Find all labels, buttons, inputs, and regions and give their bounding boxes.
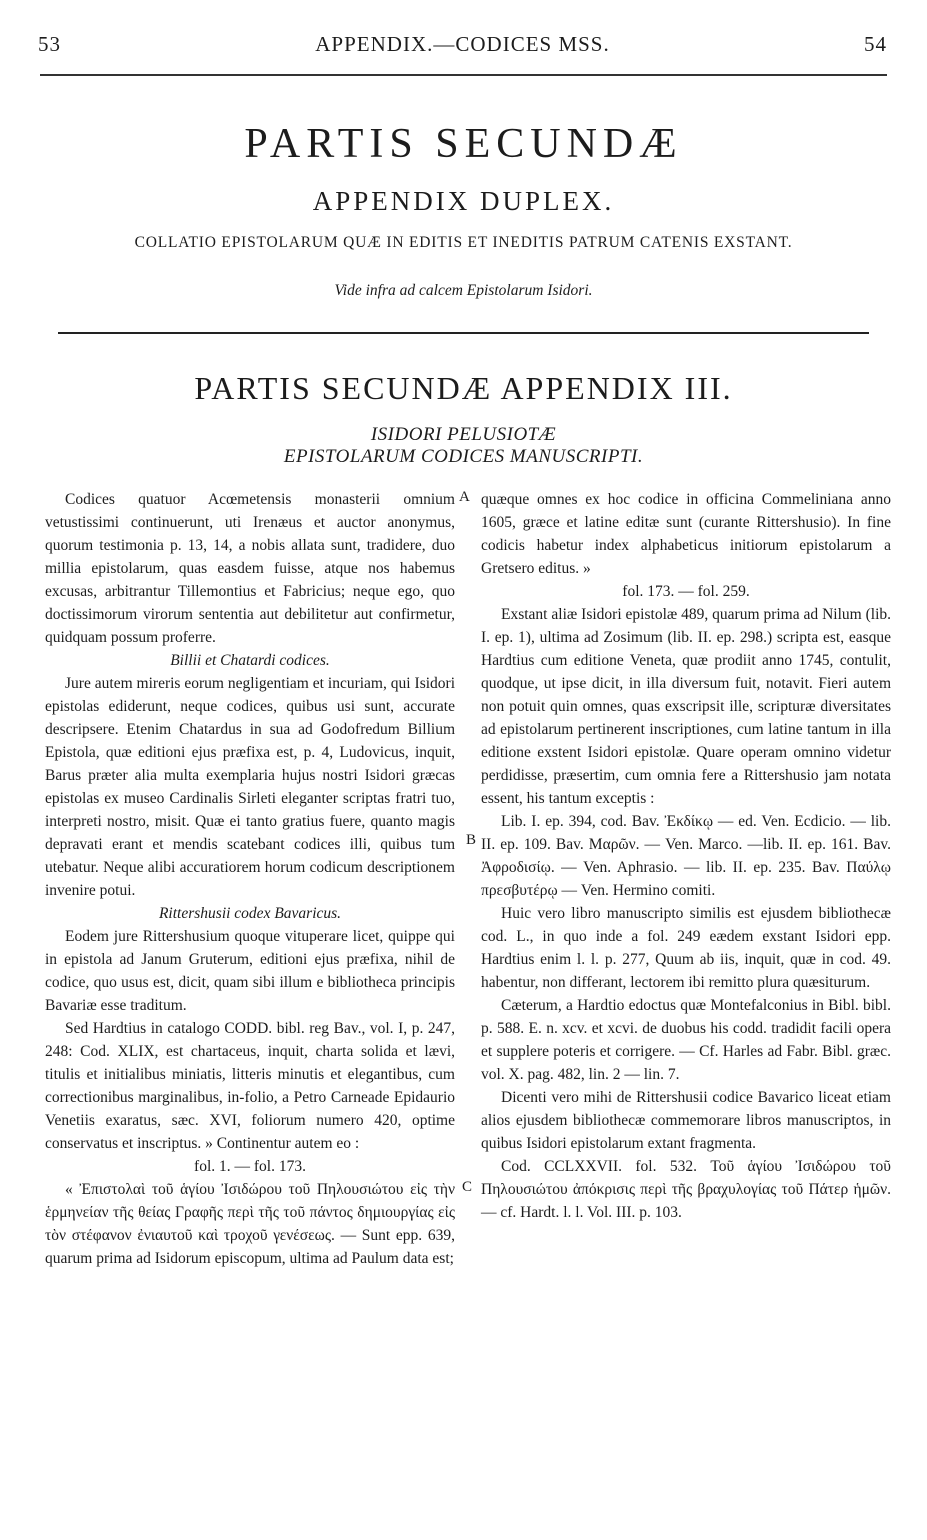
running-header xyxy=(38,32,887,62)
left-subheading-2: Rittershusii codex Bavaricus. xyxy=(158,905,342,922)
title-appendix-duplex: APPENDIX DUPLEX. xyxy=(312,186,615,216)
section-rule xyxy=(58,332,869,334)
page-number-left: 53 xyxy=(38,32,61,56)
left-paragraph-3: Eodem jure Rittershusium quoque vituperare licet, quippe qui in epistola ad Janum Gruterum, editioni ejus præfixa, nihil de codice, quo usus est, dicit, quam sibi illum e bibliotheca principis Bavariæ esse traditum. xyxy=(45,928,455,1014)
right-paragraph-4: Huic vero libro manuscripto similis est ejusdem bibliothecæ cod. L., in quo inde a fol. 249 eædem exstant Isidori epp. Hardtius enim l. l. p. 277, Quum ab iis, inquit, quæ in cod. 49. habentur, non differant, lectorem ibi remitto plura quæsiturum. xyxy=(481,905,891,991)
header-rule xyxy=(40,74,887,76)
margin-letter-a: A xyxy=(459,489,470,505)
left-column xyxy=(45,488,455,1270)
right-paragraph-6: Dicenti vero mihi de Rittershusii codice Bavarico liceat etiam alios ejusdem bibliothecæ commemorare libros manuscriptos, in quibus Isidori epistolarum extant fragmenta. xyxy=(481,1089,891,1152)
page-number-right: 54 xyxy=(864,32,887,56)
vide-note: Vide infra ad calcem Epistolarum Isidori. xyxy=(334,282,593,299)
left-folio-range: fol. 1. — fol. 173. xyxy=(194,1158,306,1175)
left-subheading-1: Billii et Chatardi codices. xyxy=(170,652,330,669)
margin-letter-b: B xyxy=(466,832,477,848)
margin-letter-c: C xyxy=(462,1179,473,1195)
left-paragraph-1: Codices quatuor Acœmetensis monasterii omnium vetustissimi continuerunt, uti Irenæus et auctor anonymus, quorum testimonia p. 13, 14, a nobis allata sunt, tradidere, duo millia epistolarum, quas easdem fuisse, atque nos habemus excusas, arbitrantur Tillemontius et Fabricius; neque ego, quo doctissimorum virorum sententia aut debilitetur aut confirmetur, quidquam possum proferre. xyxy=(45,491,455,646)
title-appendix-iii: PARTIS SECUNDÆ APPENDIX III. xyxy=(194,370,733,406)
left-paragraph-4: Sed Hardtius in catalogo CODD. bibl. reg Bav., vol. I, p. 247, 248: Cod. XLIX, est chartaceus, inquit, charta solida et lævi, titulis et initialibus miniatis, litteris minutis et elegantibus, cum correctionibus marginalibus, in-folio, a Petro Carneade Epidaurio Venetiis exaratus, sæc. XVI, foliorum numero 420, optime conservatus et inscriptus. » Continentur autem eo : xyxy=(45,1020,455,1152)
title-collatio: COLLATIO EPISTOLARUM QUÆ IN EDITIS ET INEDITIS PATRUM CATENIS EXSTANT. xyxy=(134,234,793,251)
right-paragraph-5: Cæterum, a Hardtio edoctus quæ Montefalconius in Bibl. bibl. p. 588. E. n. xcv. et xcvi. de duobus his codd. tradidit facili opera et supplere poteris et corrigere. — Cf. Harles ad Fabr. Bibl. græc. vol. X. pag. 482, lin. 2 — lin. 7. xyxy=(481,997,891,1083)
right-paragraph-7: Cod. CCLXXVII. fol. 532. Τοῦ ἁγίου Ἰσιδώρου τοῦ Πηλουσιώτου ἀπόκρισις περὶ τῆς βραχυλογίας τοῦ Πάτερ ἡμῶν. — cf. Hardt. l. l. Vol. III. p. 103. xyxy=(481,1158,891,1221)
subtitle-line-2: EPISTOLARUM CODICES MANUSCRIPTI. xyxy=(283,446,644,467)
right-paragraph-2: Exstant aliæ Isidori epistolæ 489, quarum prima ad Nilum (lib. I. ep. 1), ultima ad Zosimum (lib. II. ep. 298.) scripta est, easque Hardtius cum editione Veneta, quæ prodiit anno 1745, contulit, quodque, ut ipse dicit, in illa diversum fuit, notavit. Fieri autem non potuit quin omnes, quas exscripsit ille, scripturæ diversitates ad epistolarum pertinerent inscriptiones, cum latine tantum in illa editione exstent Isidori epistolæ. Quare operam omnino videtur perdidisse, præsertim, cum omnia fere a Rittershusio jam notata essent, his tantum exceptis : xyxy=(481,606,891,807)
subtitle-block xyxy=(0,424,927,468)
left-paragraph-5: « Ἐπιστολαὶ τοῦ ἁγίου Ἰσιδώρου τοῦ Πηλουσιώτου εἰς τὴν ἑρμηνείαν τῆς θείας Γραφῆς περὶ τῆς τοῦ πάντος δημιουργίας εἰς τὸν στέφανον ἐνιαυτοῦ καὶ τροχοῦ γενέσεως. — Sunt epp. 639, quarum prima ad Isidorum episcopum, ultima ad Paulum data est; xyxy=(45,1181,455,1267)
right-column xyxy=(481,488,891,1224)
title-main: PARTIS SECUNDÆ xyxy=(244,121,683,167)
right-folio-range: fol. 173. — fol. 259. xyxy=(622,583,750,600)
right-paragraph-1: quæque omnes ex hoc codice in officina Commeliniana anno 1605, græce et latine editæ sunt (curante Rittershusio). In fine codicis habetur index alphabeticus initiorum epistolarum a Gretsero editus. » xyxy=(481,491,891,577)
running-title: APPENDIX.—CODICES MSS. xyxy=(315,32,610,56)
left-paragraph-2: Jure autem mireris eorum negligentiam et incuriam, qui Isidori epistolas ediderunt, neque codices, quibus usi sunt, accurate descripsere. Etenim Chatardus in sua ad Godofredum Billium Epistola, quæ editioni ejus præfixa est, p. 4, Ludovicus, inquit, Barus præter alia multa exemplaria hujus nostri Isidori græcas epistolas ex museo Cardinalis Sirleti eleganter scriptas fratri tuo, interpreti nostro, misit. Quæ ei tanto gratius fuere, quanto magis depravati erant et mendis scatebant codices illi, quibus tum utebatur. Neque alibi accuratiorem horum codicum descriptionem invenire potui. xyxy=(45,675,455,899)
right-paragraph-3: Lib. I. ep. 394, cod. Bav. Ἐκδίκῳ — ed. Ven. Ecdicio. — lib. II. ep. 109. Bav. Μαρῶν. — Ven. Marco. —lib. II. ep. 161. Bav. Ἀφροδισίῳ. — Ven. Aphrasio. — lib. II. ep. 235. Bav. Παύλῳ πρεσβυτέρῳ — Ven. Hermino comiti. xyxy=(481,813,891,899)
subtitle-line-1: ISIDORI PELUSIOTÆ xyxy=(370,424,557,445)
